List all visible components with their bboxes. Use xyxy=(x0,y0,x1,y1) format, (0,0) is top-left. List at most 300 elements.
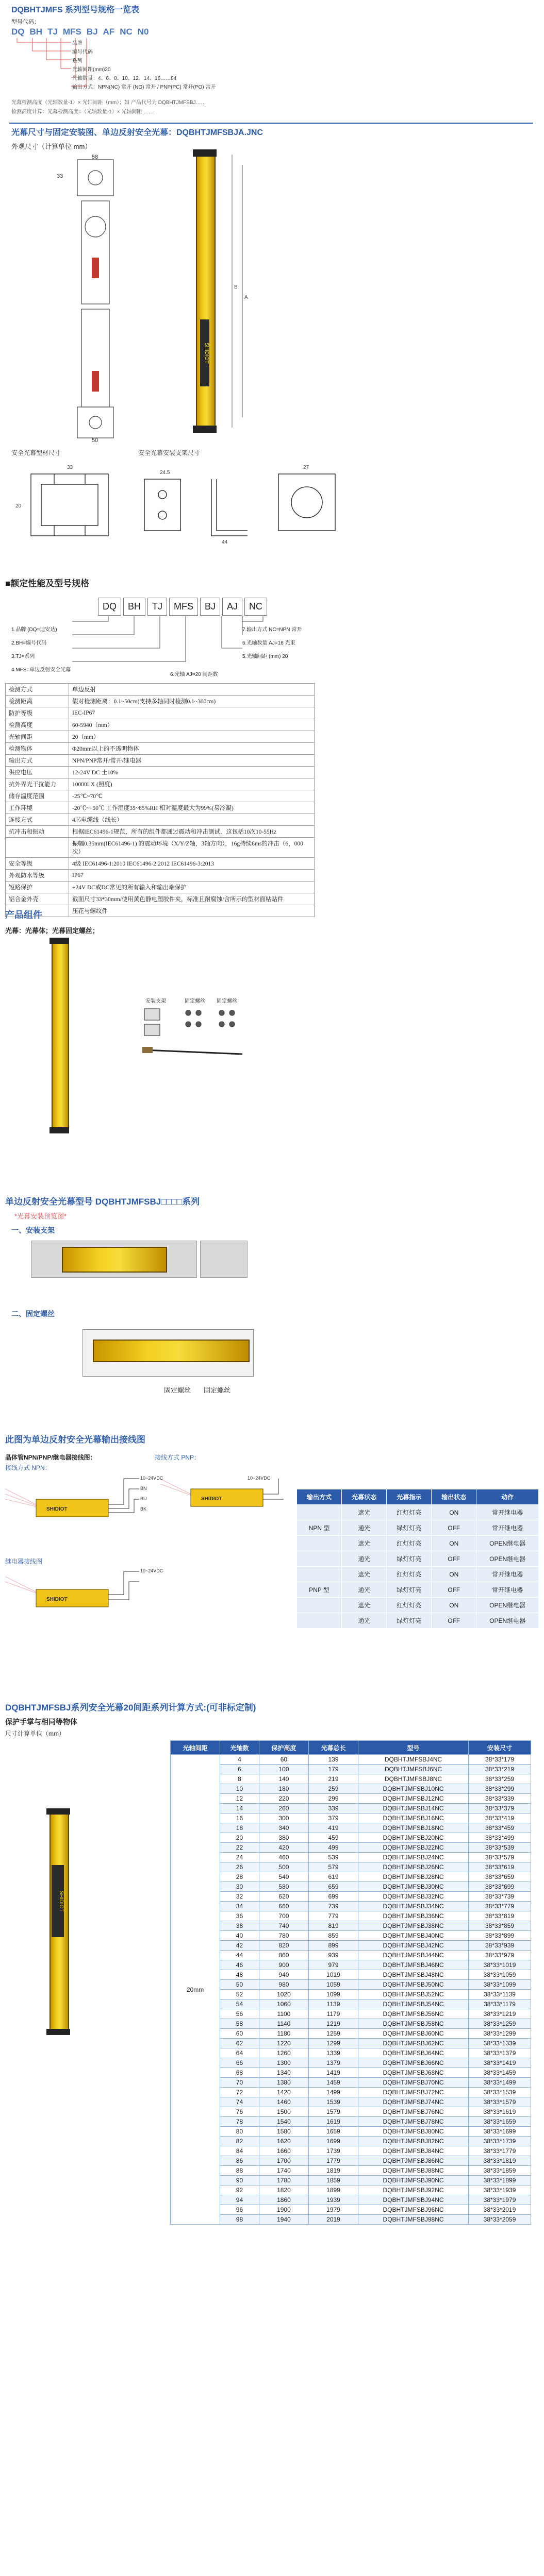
calc-cell: 939 xyxy=(308,1951,358,1960)
spec-row xyxy=(6,882,315,893)
calc-cell: DQBHTJMFSBJ92NC xyxy=(358,2185,469,2195)
calc-row xyxy=(171,2058,531,2068)
spec-value: 60-5940（mm） xyxy=(69,719,315,731)
end-cap-top xyxy=(46,1808,70,1815)
calc-cell: 1819 xyxy=(308,2166,358,2176)
calc-cell: 70 xyxy=(220,2078,259,2088)
calc-cell: DQBHTJMFSBJ84NC xyxy=(358,2146,469,2156)
calc-row xyxy=(171,1814,531,1823)
calc-cell: 86 xyxy=(220,2156,259,2166)
calc-cell: 1179 xyxy=(308,2009,358,2019)
calc-cell: 76 xyxy=(220,2107,259,2117)
legend-item: 系列 xyxy=(72,58,83,64)
calc-cell: 38*33*1499 xyxy=(469,2078,531,2088)
calc-cell: 1100 xyxy=(259,2009,308,2019)
calc-cell: 74 xyxy=(220,2097,259,2107)
calc-row xyxy=(171,2117,531,2127)
calc-cell: 80 xyxy=(220,2127,259,2137)
spec-value: IEC-IP67 xyxy=(69,707,315,719)
calc-header: 光轴数 xyxy=(220,1741,259,1755)
calc-cell: 38*33*539 xyxy=(469,1843,531,1853)
calc-cell: 38*33*1059 xyxy=(469,1970,531,1980)
spec-row xyxy=(6,893,315,905)
mount-label-b: 固定螺丝 xyxy=(204,1386,231,1394)
calc-cell: 38*33*779 xyxy=(469,1902,531,1911)
calc-cell: 38*33*299 xyxy=(469,1784,531,1794)
dim-label: 44 xyxy=(222,539,228,545)
rated-connector-lines xyxy=(72,616,278,673)
calc-title: DQBHTJMFSBJ系列安全光幕20间距系列计算方式:(可非标定制) xyxy=(5,1703,256,1713)
calc-cell: 299 xyxy=(308,1794,358,1804)
output-cell: 红灯灯亮 xyxy=(387,1567,432,1582)
output-cell: 绿灯灯亮 xyxy=(387,1520,432,1536)
calc-cell: 1539 xyxy=(308,2097,358,2107)
calc-row xyxy=(171,2205,531,2215)
output-cell: 红灯灯亮 xyxy=(387,1505,432,1520)
unit-label: 外观尺寸（计算单位 mm） xyxy=(11,143,92,150)
calc-cell: 780 xyxy=(259,1931,308,1941)
spec-key: 输出方式 xyxy=(6,755,69,767)
calc-cell: DQBHTJMFSBJ74NC xyxy=(358,2097,469,2107)
calc-cell: DQBHTJMFSBJ94NC xyxy=(358,2195,469,2205)
brand-label: SHIDIOT xyxy=(46,1506,68,1512)
output-cell: ON xyxy=(432,1536,476,1551)
calc-cell: 24 xyxy=(220,1853,259,1862)
calc-row xyxy=(171,1843,531,1853)
calc-cell: 54 xyxy=(220,1999,259,2009)
calc-cell: 660 xyxy=(259,1902,308,1911)
end-cap-bottom xyxy=(46,2029,70,2035)
calc-cell: 1019 xyxy=(308,1970,358,1980)
calc-cell: 38*33*459 xyxy=(469,1823,531,1833)
rated-label: 6.光轴数量 AJ=16 光束 xyxy=(242,640,295,646)
output-cell: 红灯灯亮 xyxy=(387,1598,432,1613)
output-cell xyxy=(297,1536,342,1551)
spec-value: 20（mm） xyxy=(69,731,315,743)
component-label: 固定螺丝 xyxy=(185,998,205,1004)
calc-cell: 1860 xyxy=(259,2195,308,2205)
calc-cell: 48 xyxy=(220,1970,259,1980)
calc-cell: 779 xyxy=(308,1911,358,1921)
output-cell: 通光 xyxy=(342,1551,387,1567)
output-cell: OPEN继电器 xyxy=(476,1551,539,1567)
calc-cell: 1540 xyxy=(259,2117,308,2127)
calc-cell: 56 xyxy=(220,2009,259,2019)
calc-cell: 38*33*1299 xyxy=(469,2029,531,2039)
spec-key: 储存温度范围 xyxy=(6,790,69,802)
calc-cell: 88 xyxy=(220,2166,259,2176)
output-row xyxy=(297,1613,539,1629)
calc-cell: 84 xyxy=(220,2146,259,2156)
brand-label: SHIDIOT xyxy=(201,1496,222,1502)
calc-row xyxy=(171,1882,531,1892)
output-row xyxy=(297,1505,539,1520)
calc-cell: 740 xyxy=(259,1921,308,1931)
calc-cell: 459 xyxy=(308,1833,358,1843)
model-legend xyxy=(72,39,216,92)
calc-cell: DQBHTJMFSBJ90NC xyxy=(358,2176,469,2185)
model-box: AJ xyxy=(222,598,242,616)
calc-header: 光轴间距 xyxy=(171,1741,220,1755)
wiring-title: 此图为单边反射安全光幕输出接线图 xyxy=(5,1435,145,1445)
wiring-diagrams xyxy=(5,1473,294,1669)
calc-cell: 38*33*1699 xyxy=(469,2127,531,2137)
calc-cell: 38*33*1219 xyxy=(469,2009,531,2019)
output-cell: OPEN继电器 xyxy=(476,1536,539,1551)
spec-value: 根据IEC61496-1规范，所有的组件都通过震动和冲击测试，这包括10次10-55Hz xyxy=(69,826,315,838)
output-cell: 绿灯灯亮 xyxy=(387,1613,432,1629)
calc-cell: 38*33*1339 xyxy=(469,2039,531,2048)
calc-header-row xyxy=(171,1741,531,1755)
model-code xyxy=(11,27,154,37)
calc-cell: 1460 xyxy=(259,2097,308,2107)
spec-row xyxy=(6,905,315,917)
calc-row xyxy=(171,2156,531,2166)
calc-cell: 22 xyxy=(220,1843,259,1853)
calc-cell: 1620 xyxy=(259,2137,308,2146)
brand-label: SHIDIOT xyxy=(200,319,209,386)
output-cell: 通光 xyxy=(342,1613,387,1629)
calc-cell: 38*33*1939 xyxy=(469,2185,531,2195)
calc-cell: 179 xyxy=(308,1765,358,1774)
output-cell: 常开继电器 xyxy=(476,1505,539,1520)
wire-tag: BK xyxy=(140,1506,147,1512)
calc-row xyxy=(171,1931,531,1941)
spec-row xyxy=(6,778,315,790)
model-code-part: NC xyxy=(120,27,133,37)
calc-cell: DQBHTJMFSBJ58NC xyxy=(358,2019,469,2029)
calc-cell: 259 xyxy=(308,1784,358,1794)
calc-cell: 300 xyxy=(259,1814,308,1823)
calc-cell: 6 xyxy=(220,1765,259,1774)
calc-cell: 38*33*1099 xyxy=(469,1980,531,1990)
calc-cell: 899 xyxy=(308,1941,358,1951)
calc-cell: DQBHTJMFSBJ76NC xyxy=(358,2107,469,2117)
calc-cell: 38*33*1379 xyxy=(469,2048,531,2058)
spec-key: 光轴间距 xyxy=(6,731,69,743)
calc-header: 型号 xyxy=(358,1741,469,1755)
spec-key: 工作环境 xyxy=(6,802,69,814)
calc-cell: 1499 xyxy=(308,2088,358,2097)
bracket-label: 安全光幕安装支架尺寸 xyxy=(138,449,201,456)
calc-cell: 94 xyxy=(220,2195,259,2205)
calc-cell: 38*33*1579 xyxy=(469,2097,531,2107)
calc-row xyxy=(171,2107,531,2117)
calc-cell: 92 xyxy=(220,2185,259,2195)
calc-cell: DQBHTJMFSBJ62NC xyxy=(358,2039,469,2048)
calc-cell: 42 xyxy=(220,1941,259,1951)
spec-row xyxy=(6,743,315,755)
calc-row xyxy=(171,2078,531,2088)
output-cell: 绿灯灯亮 xyxy=(387,1582,432,1598)
spec-value: 单边反射 xyxy=(69,684,315,696)
calc-row xyxy=(171,1755,531,1765)
calc-cell: DQBHTJMFSBJ80NC xyxy=(358,2127,469,2137)
profile-bracket-drawings xyxy=(10,459,536,546)
spec-key: 短路保护 xyxy=(6,882,69,893)
calc-row xyxy=(171,1862,531,1872)
calc-cell: 38*33*859 xyxy=(469,1921,531,1931)
calc-cell: 20 xyxy=(220,1833,259,1843)
output-cell: 遮光 xyxy=(342,1505,387,1520)
legend-item: 编号代码 xyxy=(72,49,93,55)
spec-value: IP67 xyxy=(69,870,315,882)
calc-cell: 739 xyxy=(308,1902,358,1911)
calc-cell: 38*33*1019 xyxy=(469,1960,531,1970)
spec-value: 压花与螺纹件 xyxy=(69,905,315,917)
mount-step-1: 一、安装支架 xyxy=(11,1226,55,1234)
calc-row xyxy=(171,2195,531,2205)
calc-cell: DQBHTJMFSBJ12NC xyxy=(358,1794,469,1804)
spec-value: 4芯电缆线（线长） xyxy=(69,814,315,826)
calc-cell: DQBHTJMFSBJ56NC xyxy=(358,2009,469,2019)
calc-cell: 38*33*179 xyxy=(469,1755,531,1765)
components-subtitle: 光幕：光幕体；光幕固定螺丝； xyxy=(5,927,100,935)
calc-cell: 38*33*339 xyxy=(469,1794,531,1804)
connector-marker xyxy=(92,258,99,278)
calc-cell: 4 xyxy=(220,1755,259,1765)
spec-value: 截面尺寸33*30mm/使用黄色静电塑胶件夹，标准且耐腐蚀/含所示的型材面粘贴件 xyxy=(69,893,315,905)
calc-cell: DQBHTJMFSBJ70NC xyxy=(358,2078,469,2088)
calc-row xyxy=(171,2166,531,2176)
model-box: BH xyxy=(123,598,145,616)
calc-cell: 38*33*1979 xyxy=(469,2195,531,2205)
output-row xyxy=(297,1582,539,1598)
calc-cell: 139 xyxy=(308,1755,358,1765)
rated-label: 1.品牌 (DQ=迪安达) xyxy=(11,627,57,633)
mount-curtain-2 xyxy=(93,1340,250,1362)
calc-cell: 1220 xyxy=(259,2039,308,2048)
spec-key: 防护等级 xyxy=(6,707,69,719)
calc-cell: 1580 xyxy=(259,2127,308,2137)
install-title: 光幕尺寸与固定安装图、单边反射安全光幕：DQBHTJMFSBJA.JNC xyxy=(11,128,263,137)
calc-cell: 38*33*2019 xyxy=(469,2205,531,2215)
calc-pitch: 20mm xyxy=(171,1755,220,2225)
output-cell xyxy=(297,1613,342,1629)
calc-cell: 30 xyxy=(220,1882,259,1892)
calc-cell: 38*33*1139 xyxy=(469,1990,531,1999)
calc-cell: 1259 xyxy=(308,2029,358,2039)
calc-cell: 38*33*939 xyxy=(469,1941,531,1951)
spec-value: +24V DC或DC常见的所有输入和输出端保护 xyxy=(69,882,315,893)
calc-cell: DQBHTJMFSBJ64NC xyxy=(358,2048,469,2058)
calc-cell: 38*33*1179 xyxy=(469,1999,531,2009)
calc-cell: 1060 xyxy=(259,1999,308,2009)
calc-cell: 28 xyxy=(220,1872,259,1882)
spec-row xyxy=(6,767,315,778)
spec-key: 安全等级 xyxy=(6,858,69,870)
output-cell: PNP 型 xyxy=(297,1582,342,1598)
calc-cell: 499 xyxy=(308,1843,358,1853)
calc-cell: DQBHTJMFSBJ28NC xyxy=(358,1872,469,1882)
calc-cell: 1379 xyxy=(308,2058,358,2068)
calc-cell: 58 xyxy=(220,2019,259,2029)
calc-cell: DQBHTJMFSBJ88NC xyxy=(358,2166,469,2176)
calc-row xyxy=(171,2088,531,2097)
calc-cell: 1299 xyxy=(308,2039,358,2048)
calc-cell: 1339 xyxy=(308,2048,358,2058)
calc-cell: DQBHTJMFSBJ82NC xyxy=(358,2137,469,2146)
calc-cell: 72 xyxy=(220,2088,259,2097)
calc-row xyxy=(171,1902,531,1911)
output-row xyxy=(297,1598,539,1613)
brand-label: SHIDIOT xyxy=(46,1597,68,1602)
calc-cell: 820 xyxy=(259,1941,308,1951)
calc-row xyxy=(171,1833,531,1843)
calc-cell: 379 xyxy=(308,1814,358,1823)
calc-cell: DQBHTJMFSBJ16NC xyxy=(358,1814,469,1823)
calc-cell: 50 xyxy=(220,1980,259,1990)
calc-cell: 1660 xyxy=(259,2146,308,2156)
calc-cell: 66 xyxy=(220,2058,259,2068)
calc-cell: 38*33*659 xyxy=(469,1872,531,1882)
calc-cell: 38*33*579 xyxy=(469,1853,531,1862)
spec-row xyxy=(6,755,315,767)
calc-row xyxy=(171,2146,531,2156)
model-label: 型号代码： xyxy=(11,19,40,25)
calc-cell: 78 xyxy=(220,2117,259,2127)
calc-row xyxy=(171,1774,531,1784)
calc-cell: 699 xyxy=(308,1892,358,1902)
calc-row xyxy=(171,2185,531,2195)
calc-row xyxy=(171,2127,531,2137)
calc-cell: 32 xyxy=(220,1892,259,1902)
calc-cell: 38*33*1459 xyxy=(469,2068,531,2078)
calc-cell: DQBHTJMFSBJ52NC xyxy=(358,1990,469,1999)
page-title: DQBHTJMFS 系列型号规格一览表 xyxy=(11,6,140,14)
cable-connector xyxy=(142,1047,153,1053)
calc-cell: DQBHTJMFSBJ24NC xyxy=(358,1853,469,1862)
calc-row xyxy=(171,1980,531,1990)
calc-cell: 900 xyxy=(259,1960,308,1970)
brand-label: SHIDIOT xyxy=(52,1865,64,1937)
calc-row xyxy=(171,2097,531,2107)
model-box: DQ xyxy=(98,598,121,616)
calc-cell: 10 xyxy=(220,1784,259,1794)
output-cell: NPN 型 xyxy=(297,1520,342,1536)
divider xyxy=(9,123,533,124)
output-cell: 绿灯灯亮 xyxy=(387,1551,432,1567)
model-box: MFS xyxy=(169,598,198,616)
calc-cell: 38*33*1859 xyxy=(469,2166,531,2176)
output-cell: ON xyxy=(432,1598,476,1613)
output-cell: ON xyxy=(432,1505,476,1520)
calc-row xyxy=(171,2009,531,2019)
calc-cell: 819 xyxy=(308,1921,358,1931)
calc-cell: 420 xyxy=(259,1843,308,1853)
calc-cell: 62 xyxy=(220,2039,259,2048)
calc-cell: 1939 xyxy=(308,2195,358,2205)
calc-cell: 180 xyxy=(259,1784,308,1794)
connector-marker xyxy=(92,371,99,392)
spec-key: 抗外界光干扰能力 xyxy=(6,778,69,790)
dim-label: 20 xyxy=(15,503,22,509)
calc-subtitle: 保护手掌与相同等物体 xyxy=(5,1718,77,1726)
npn-label: 接线方式 NPN： xyxy=(5,1464,51,1471)
spec-row xyxy=(6,719,315,731)
calc-cell: 38*33*1779 xyxy=(469,2146,531,2156)
calc-cell: DQBHTJMFSBJ72NC xyxy=(358,2088,469,2097)
calc-cell: 98 xyxy=(220,2215,259,2225)
calc-row xyxy=(171,1892,531,1902)
outline-drawing xyxy=(46,155,150,443)
profile-label: 安全光幕型材尺寸 xyxy=(11,449,61,456)
calc-cell: 1900 xyxy=(259,2205,308,2215)
dim-label: 33 xyxy=(57,173,63,179)
legend-item: 输出方式：NPN(NC) 常开 (NO) 常开 / PNP(PC) 常开(PO) 常开 xyxy=(72,84,216,90)
calc-row xyxy=(171,1804,531,1814)
output-cell: 遮光 xyxy=(342,1567,387,1582)
calc-cell: 340 xyxy=(259,1823,308,1833)
calc-row xyxy=(171,1784,531,1794)
spec-row xyxy=(6,814,315,826)
calc-row xyxy=(171,1853,531,1862)
calc-cell: 38*33*2059 xyxy=(469,2215,531,2225)
calc-cell: 38*33*1419 xyxy=(469,2058,531,2068)
calc-cell: 1700 xyxy=(259,2156,308,2166)
calc-cell: 1459 xyxy=(308,2078,358,2088)
calc-cell: 100 xyxy=(259,1765,308,1774)
output-cell xyxy=(297,1505,342,1520)
output-cell: OFF xyxy=(432,1613,476,1629)
calc-cell: 860 xyxy=(259,1951,308,1960)
output-row xyxy=(297,1551,539,1567)
calc-row xyxy=(171,1990,531,1999)
calc-cell: DQBHTJMFSBJ98NC xyxy=(358,2215,469,2225)
calc-cell: 619 xyxy=(308,1872,358,1882)
spec-row xyxy=(6,790,315,802)
calc-cell: 14 xyxy=(220,1804,259,1814)
calc-cell: 82 xyxy=(220,2137,259,2146)
calc-row xyxy=(171,1911,531,1921)
wiring-heading: 晶体管NPN/PNP/继电器接线图： xyxy=(5,1454,96,1461)
model-code-part: TJ xyxy=(47,27,58,37)
mount-subtitle: *光幕安装预览图* xyxy=(14,1212,67,1220)
calc-cell: DQBHTJMFSBJ18NC xyxy=(358,1823,469,1833)
spec-table xyxy=(5,683,315,917)
calc-cell: DQBHTJMFSBJ86NC xyxy=(358,2156,469,2166)
calc-cell: DQBHTJMFSBJ96NC xyxy=(358,2205,469,2215)
calc-unit: 尺寸计算单位（mm） xyxy=(5,1730,65,1737)
output-cell: 常开继电器 xyxy=(476,1520,539,1536)
relay-label: 继电器接线图 xyxy=(5,1558,43,1565)
rated-labels-left xyxy=(11,623,71,677)
calc-cell: 38*33*1819 xyxy=(469,2156,531,2166)
calc-cell: 1659 xyxy=(308,2127,358,2137)
component-parts-drawing xyxy=(139,1004,253,1060)
output-cell: ON xyxy=(432,1567,476,1582)
calc-cell: 90 xyxy=(220,2176,259,2185)
calc-cell: DQBHTJMFSBJ50NC xyxy=(358,1980,469,1990)
note-2: 检测高度计算：光幕检测高度=（光轴数量-1）× 光轴间距 …… xyxy=(11,109,154,115)
output-cell: 通光 xyxy=(342,1582,387,1598)
calc-cell: 1260 xyxy=(259,2048,308,2058)
calc-cell: 1219 xyxy=(308,2019,358,2029)
calc-row xyxy=(171,1941,531,1951)
component-label: 安装支架 xyxy=(145,998,166,1004)
calc-cell: 700 xyxy=(259,1911,308,1921)
legend-item: 品牌 xyxy=(72,41,83,46)
voltage-label: 10~24VDC xyxy=(140,1476,163,1481)
calc-header: 安装尺寸 xyxy=(469,1741,531,1755)
calc-cell: DQBHTJMFSBJ42NC xyxy=(358,1941,469,1951)
mount-title: 单边反射安全光幕型号 DQBHTJMFSBJ□□□□系列 xyxy=(5,1197,200,1207)
calc-cell: 500 xyxy=(259,1862,308,1872)
calc-cell: 26 xyxy=(220,1862,259,1872)
calc-cell: DQBHTJMFSBJ68NC xyxy=(358,2068,469,2078)
mount-label-a: 固定螺丝 xyxy=(164,1386,191,1394)
calc-cell: 380 xyxy=(259,1833,308,1843)
